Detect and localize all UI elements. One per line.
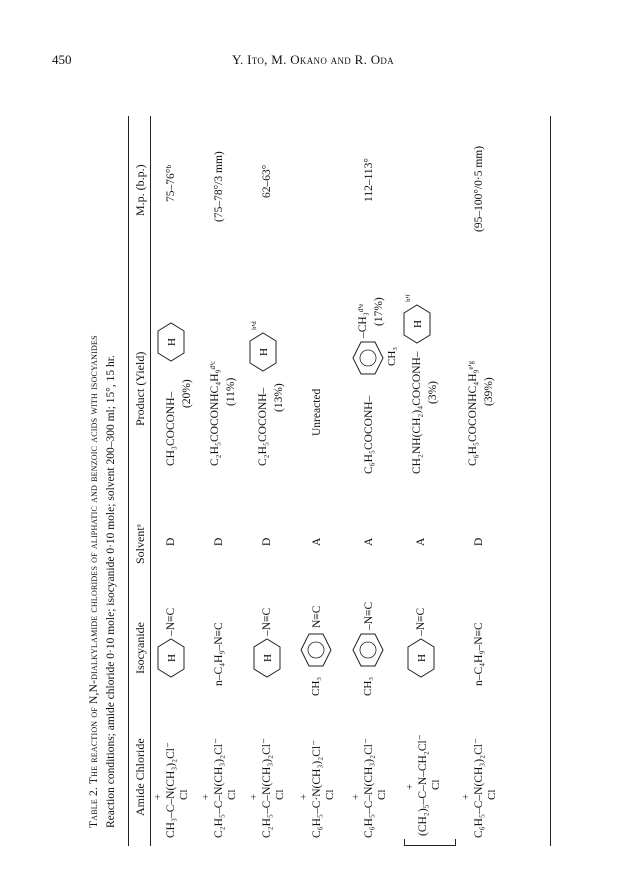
cyclohexyl-ring-icon — [156, 322, 186, 362]
benzene-ring-icon — [352, 340, 384, 376]
product-footnote: ᵇ'ᵈ — [250, 321, 262, 330]
chloride-substituent: Cl — [274, 789, 286, 800]
benzene-ring-icon — [300, 632, 332, 668]
product: CH₂NH(CH₂)₄COCONH– — [411, 351, 423, 474]
chloride-substituent: Cl — [486, 789, 498, 800]
chloride-substituent: Cl — [178, 789, 190, 800]
amide-chloride: C₂H₅–C–N(CH₃)₂Cl⁻ — [213, 737, 225, 838]
isocyanide: N≡C — [311, 605, 323, 628]
product: C₂H₅COCONH– — [257, 387, 269, 466]
cyclohexyl-ring-icon — [252, 638, 282, 678]
solvent: D — [165, 537, 177, 546]
rotated-table — [60, 116, 560, 846]
chloride-substituent: Cl — [430, 779, 442, 790]
svg-text:H: H — [262, 654, 274, 662]
plus-sign: + — [404, 783, 416, 790]
melting-point: 112–113° — [363, 158, 375, 202]
isocyanide: –N≡C — [363, 601, 375, 630]
product-yield: (20%) — [181, 379, 193, 408]
product: C₆H₅COCONHC₄H₉ᵉ'ᵍ — [467, 360, 479, 466]
page-header — [0, 52, 624, 72]
solvent: A — [363, 537, 375, 546]
solvent: A — [311, 537, 323, 546]
plus-sign: + — [298, 793, 310, 800]
amide-chloride: C₆H₅–C·N(CH₃)₂Cl⁻ — [311, 739, 323, 838]
methyl-substituent: CH₃ — [362, 676, 374, 696]
cyclohexyl-ring-icon — [402, 304, 432, 344]
svg-text:H: H — [258, 348, 270, 356]
page-number: 450 — [52, 52, 72, 67]
cyclohexyl-ring-icon — [248, 332, 278, 372]
product-yield: (11%) — [225, 377, 237, 406]
product: C₆H₅COCONH– — [363, 395, 375, 474]
product-yield: (39%) — [483, 377, 495, 406]
ring-bracket — [404, 839, 456, 846]
plus-sign: + — [248, 793, 260, 800]
solvent: D — [261, 537, 273, 546]
bottom-rule — [550, 116, 551, 846]
running-title: Y. Ito, M. Okano and R. Oda — [232, 52, 394, 67]
svg-text:H: H — [166, 338, 178, 346]
header-product: Product (Yield) — [133, 351, 147, 426]
table-caption: Table 2. The reaction of N,N-dialkylamide chlorides of aliphatic and benzoic acids with isocyanides — [88, 335, 100, 828]
chloride-substituent: Cl — [226, 789, 238, 800]
cyclohexyl-ring-icon — [406, 638, 436, 678]
cyclohexyl-ring-icon — [156, 638, 186, 678]
plus-sign: + — [460, 793, 472, 800]
isocyanide: –N≡C — [165, 607, 177, 636]
svg-text:H: H — [166, 654, 178, 662]
table-conditions: Reaction conditions; amide chloride 0·10 mole; isocyanide 0·10 mole; solvent 200–300 ml; 15°, 15 hr. — [105, 355, 117, 828]
chloride-substituent: Cl — [376, 789, 388, 800]
amide-chloride: C₆H₅–C–N(CH₃)₂Cl⁻ — [363, 737, 375, 838]
melting-point: (95–100°/0·5 mm) — [473, 145, 485, 232]
product: Unreacted — [311, 388, 323, 436]
amide-chloride: (CH₂)₅–C–N–CH₂Cl⁻ — [417, 734, 429, 836]
top-rule — [128, 116, 129, 846]
svg-text:H: H — [412, 320, 424, 328]
melting-point: 75–76°ᵇ — [165, 165, 177, 202]
plus-sign: + — [152, 793, 164, 800]
product-yield: (13%) — [273, 383, 285, 412]
svg-text:H: H — [416, 654, 428, 662]
product-footnote: ᵇ'ᶠ — [404, 294, 416, 302]
amide-chloride: C₆H₅–C–N(CH₃)₂Cl⁻ — [473, 737, 485, 838]
methyl-substituent: CH₃ — [310, 676, 322, 696]
product-yield: (17%) — [373, 297, 385, 326]
header-rule — [150, 116, 151, 846]
header-solvent: Solventᵃ — [133, 524, 147, 564]
amide-chloride: CH₃–C–N(CH₃)₂Cl⁻ — [165, 741, 177, 838]
isocyanide: –N≡C — [415, 607, 427, 636]
header-mp: M.p. (b.p.) — [133, 164, 147, 216]
melting-point: (75–78°/3 mm) — [213, 151, 225, 222]
solvent: D — [473, 537, 485, 546]
isocyanide: n–C₄H₉–N≡C — [213, 622, 225, 686]
header-amide-chloride: Amide Chloride — [133, 738, 147, 816]
plus-sign: + — [350, 793, 362, 800]
product-substituent: CH₃ — [386, 346, 398, 366]
product: C₂H₅COCONHC₄H₉ᵈ'ᶜ — [209, 360, 221, 466]
melting-point: 62–63° — [261, 164, 273, 198]
plus-sign: + — [200, 793, 212, 800]
isocyanide: n–C₄H₉–N≡C — [473, 622, 485, 686]
chloride-substituent: Cl — [324, 789, 336, 800]
header-isocyanide: Isocyanide — [133, 622, 147, 674]
product-methyl: –CH₃ᵈ'ᵉ — [357, 303, 369, 338]
amide-chloride: C₂H₅–C–N(CH₃)₂Cl⁻ — [261, 737, 273, 838]
product-yield: (3%) — [427, 381, 439, 404]
benzene-ring-icon — [352, 632, 384, 668]
solvent: A — [415, 537, 427, 546]
solvent: D — [213, 537, 225, 546]
isocyanide: –N≡C — [261, 607, 273, 636]
product: CH₃COCONH– — [165, 391, 177, 466]
